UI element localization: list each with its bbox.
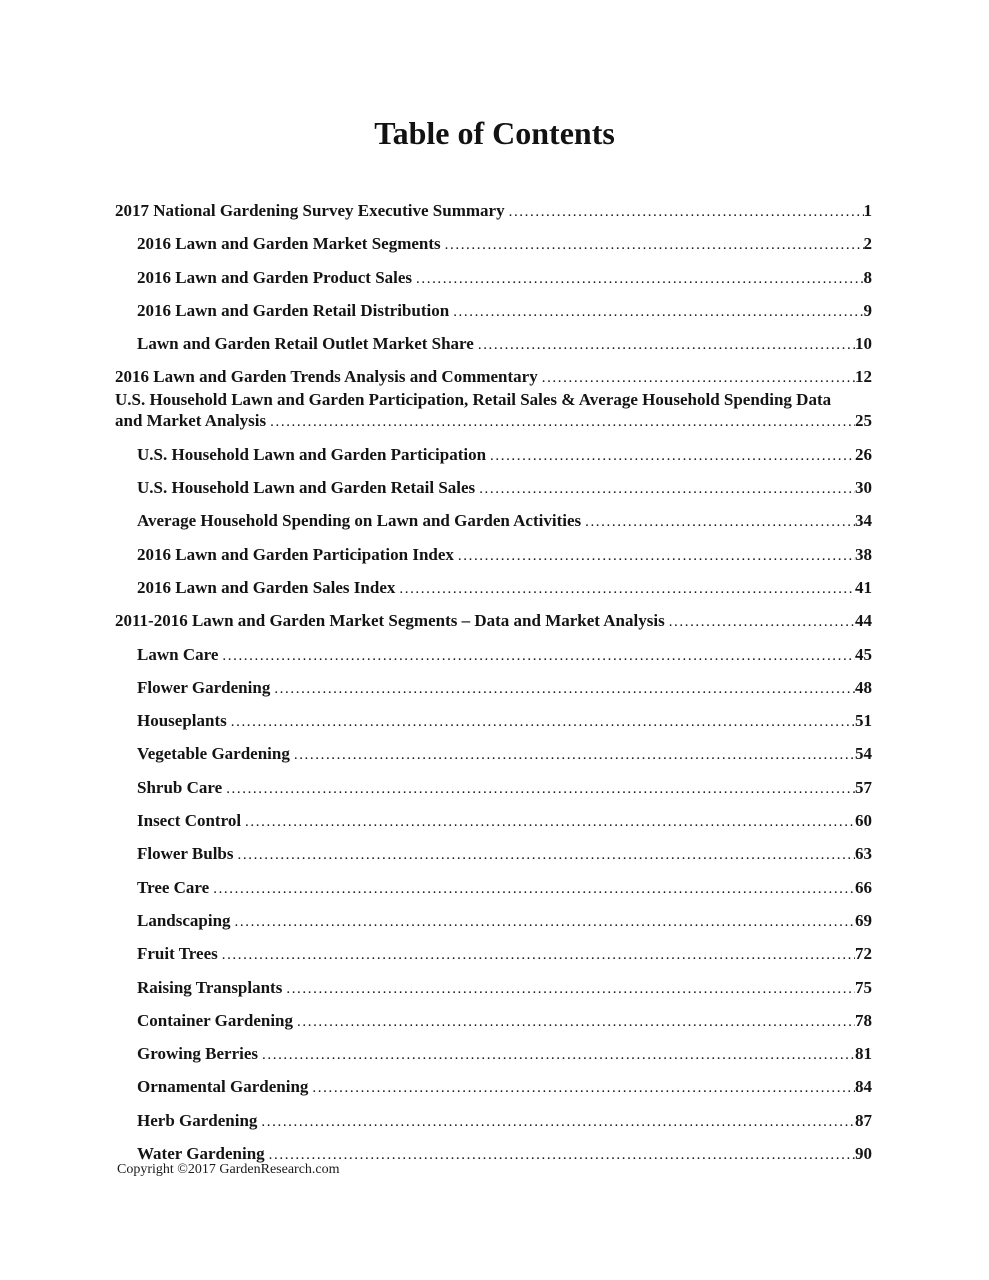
toc-leader-dots [474, 335, 855, 356]
toc-entry-row [137, 233, 872, 256]
toc-page-number: 10 [855, 334, 872, 354]
toc-entry [115, 510, 872, 533]
toc-leader-dots [266, 412, 855, 433]
toc-entry [115, 200, 872, 223]
toc-entry-row [137, 510, 872, 533]
toc-entry-row [137, 943, 872, 966]
toc-entry-label: Ornamental Gardening [137, 1077, 309, 1097]
toc-entry-row [137, 577, 872, 600]
toc-entry-label: Shrub Care [137, 777, 223, 797]
toc-entry [115, 233, 872, 256]
toc-page-number: 63 [855, 844, 872, 864]
toc-page-number: 75 [855, 977, 872, 997]
toc-entry-label: Lawn Care [137, 644, 219, 664]
toc-leader-dots [222, 779, 855, 800]
toc-entry-row [137, 333, 872, 356]
toc-leader-dots [308, 1078, 855, 1099]
toc-entry-label: U.S. Household Lawn and Garden Participation [137, 444, 487, 464]
toc-page-number: 84 [855, 1077, 872, 1097]
toc-entry [115, 943, 872, 966]
toc-entry [115, 910, 872, 933]
toc-entry-label: Lawn and Garden Retail Outlet Market Share [137, 334, 474, 354]
toc-entry [115, 843, 872, 866]
toc-entry [115, 677, 872, 700]
toc-entry-label: Houseplants [137, 711, 227, 731]
toc-entry [115, 444, 872, 467]
toc-page-number: 78 [855, 1010, 872, 1030]
toc-entry-label: Container Gardening [137, 1010, 294, 1030]
toc-page-number: 81 [855, 1044, 872, 1064]
toc-entry-row [137, 677, 872, 700]
toc-leader-dots [218, 945, 855, 966]
toc-entry-row [137, 710, 872, 733]
toc-leader-dots [270, 679, 855, 700]
toc-entry-row [137, 843, 872, 866]
toc-entry-row [137, 544, 872, 567]
toc-entry-label: Water Gardening [137, 1144, 265, 1164]
toc-entry-row [137, 910, 872, 933]
toc-entry-row [137, 644, 872, 667]
toc-entry-label: 2016 Lawn and Garden Retail Distribution [137, 300, 450, 320]
toc-leader-dots [257, 1112, 855, 1133]
toc-entry-label-line: U.S. Household Lawn and Garden Participation, Retail Sales & Average Household Spending Data [115, 390, 832, 410]
toc-entry [115, 977, 872, 1000]
toc-entry [115, 333, 872, 356]
toc-entry-label: 2017 National Gardening Survey Executive Summary [115, 201, 505, 220]
toc-leader-dots [258, 1045, 855, 1066]
toc-entry [115, 300, 872, 323]
toc-page-number: 90 [855, 1144, 872, 1164]
toc-page-number: 9 [863, 300, 872, 320]
toc-page-number: 38 [855, 544, 872, 564]
toc-leader-dots [395, 579, 855, 600]
toc-entry-label: U.S. Household Lawn and Garden Retail Sales [137, 478, 476, 498]
toc-page-number: 8 [863, 267, 872, 287]
toc-leader-dots [290, 745, 855, 766]
toc-entry [115, 366, 872, 389]
toc-entry [115, 810, 872, 833]
toc-entry [115, 877, 872, 900]
toc-entry [115, 777, 872, 800]
toc-entry-label: 2016 Lawn and Garden Sales Index [137, 577, 396, 597]
toc-entry-label: Herb Gardening [137, 1110, 258, 1130]
toc-entry-row [137, 1043, 872, 1066]
toc-entry [115, 743, 872, 766]
toc-entry-label: 2016 Lawn and Garden Trends Analysis and Commentary [115, 367, 538, 387]
toc-entry-label: 2011-2016 Lawn and Garden Market Segments – Data and Market Analysis [115, 611, 665, 631]
toc-entry-row [137, 477, 872, 500]
toc-entry-label: 2016 Lawn and Garden Product Sales [137, 267, 413, 287]
toc-entry-label: Raising Transplants [137, 977, 283, 997]
toc-page-number: 54 [855, 744, 872, 764]
toc-leader-dots [231, 912, 855, 933]
toc-entry-row [115, 366, 872, 389]
toc-entry-row [137, 877, 872, 900]
toc-leader-dots [581, 512, 855, 533]
toc-entry-row [137, 444, 872, 467]
toc-entry [115, 1076, 872, 1099]
toc-entry-row [137, 810, 872, 833]
toc-entry-label: Tree Care [137, 877, 210, 897]
toc-entry-label: Flower Bulbs [137, 844, 234, 864]
toc-page-number: 66 [855, 877, 872, 897]
toc-leader-dots [665, 612, 855, 633]
toc-entry-label: Vegetable Gardening [137, 744, 290, 764]
toc-entry-label: 2016 Lawn and Garden Participation Index [137, 544, 454, 564]
toc-entry [115, 544, 872, 567]
toc-page-number: 57 [855, 777, 872, 797]
toc-entry [115, 1010, 872, 1033]
toc-list [115, 200, 872, 1176]
toc-page-number: 30 [855, 478, 872, 498]
toc-page-number: 12 [855, 367, 872, 387]
toc-leader-dots [234, 845, 855, 866]
toc-entry [115, 1043, 872, 1066]
toc-entry-row [137, 1110, 872, 1133]
toc-page-number: 25 [855, 411, 872, 431]
toc-entry-label: Fruit Trees [137, 944, 218, 964]
toc-page-number: 48 [855, 677, 872, 697]
toc-page-number: 41 [855, 577, 872, 597]
toc-leader-dots [293, 1012, 855, 1033]
toc-entry [115, 644, 872, 667]
toc-entry-row [137, 1010, 872, 1033]
toc-page-number: 44 [855, 611, 872, 631]
toc-leader-dots [218, 646, 855, 667]
toc-leader-dots [486, 446, 855, 467]
toc-entry-label: Growing Berries [137, 1044, 259, 1064]
toc-entry-label: Flower Gardening [137, 677, 271, 697]
toc-entry [115, 710, 872, 733]
toc-entry-row [137, 977, 872, 1000]
toc-leader-dots [227, 712, 855, 733]
toc-entry-row [115, 610, 872, 633]
toc-entry-row [115, 410, 872, 433]
toc-entry-row [137, 1076, 872, 1099]
toc-entry-row [137, 300, 872, 323]
toc-entry-label: Landscaping [137, 910, 231, 930]
toc-leader-dots [282, 979, 855, 1000]
toc-entry [115, 610, 872, 633]
toc-leader-dots [241, 812, 855, 833]
toc-leader-dots [538, 368, 855, 389]
toc-entry-label: 2016 Lawn and Garden Market Segments [137, 234, 441, 254]
toc-page-number: 45 [855, 644, 872, 664]
toc-leader-dots [475, 479, 855, 500]
toc-entry-label: Average Household Spending on Lawn and Garden Activities [137, 511, 582, 531]
toc-page-number: 34 [855, 511, 872, 531]
toc-leader-dots [209, 879, 855, 900]
toc-page-number: 26 [855, 444, 872, 464]
toc-entry [115, 1110, 872, 1133]
toc-entry-row [137, 743, 872, 766]
toc-page-number: 51 [855, 711, 872, 731]
toc-page-number: 87 [855, 1110, 872, 1130]
toc-entry-label: and Market Analysis [115, 411, 267, 431]
toc-leader-dots [449, 302, 863, 323]
toc-entry-row [137, 777, 872, 800]
toc-entry-label: Insect Control [137, 811, 242, 831]
toc-entry-row [137, 267, 872, 290]
toc-entry [115, 477, 872, 500]
toc-leader-dots [412, 269, 863, 290]
toc-page-number: 60 [855, 811, 872, 831]
toc-page-number: 1 [863, 201, 872, 220]
toc-page-number: 2 [863, 234, 872, 254]
toc-leader-dots [454, 546, 855, 567]
toc-page-number: 69 [855, 910, 872, 930]
page-title: Table of Contents [374, 115, 615, 151]
copyright-footer: Copyright ©2017 GardenResearch.com [117, 1162, 340, 1177]
toc-entry-row [115, 200, 872, 223]
toc-page-number: 72 [855, 944, 872, 964]
toc-entry [115, 577, 872, 600]
toc-leader-dots [441, 235, 864, 256]
toc-leader-dots [505, 202, 864, 223]
toc-entry [115, 389, 872, 433]
toc-entry [115, 267, 872, 290]
toc-leader-dots [265, 1145, 855, 1166]
